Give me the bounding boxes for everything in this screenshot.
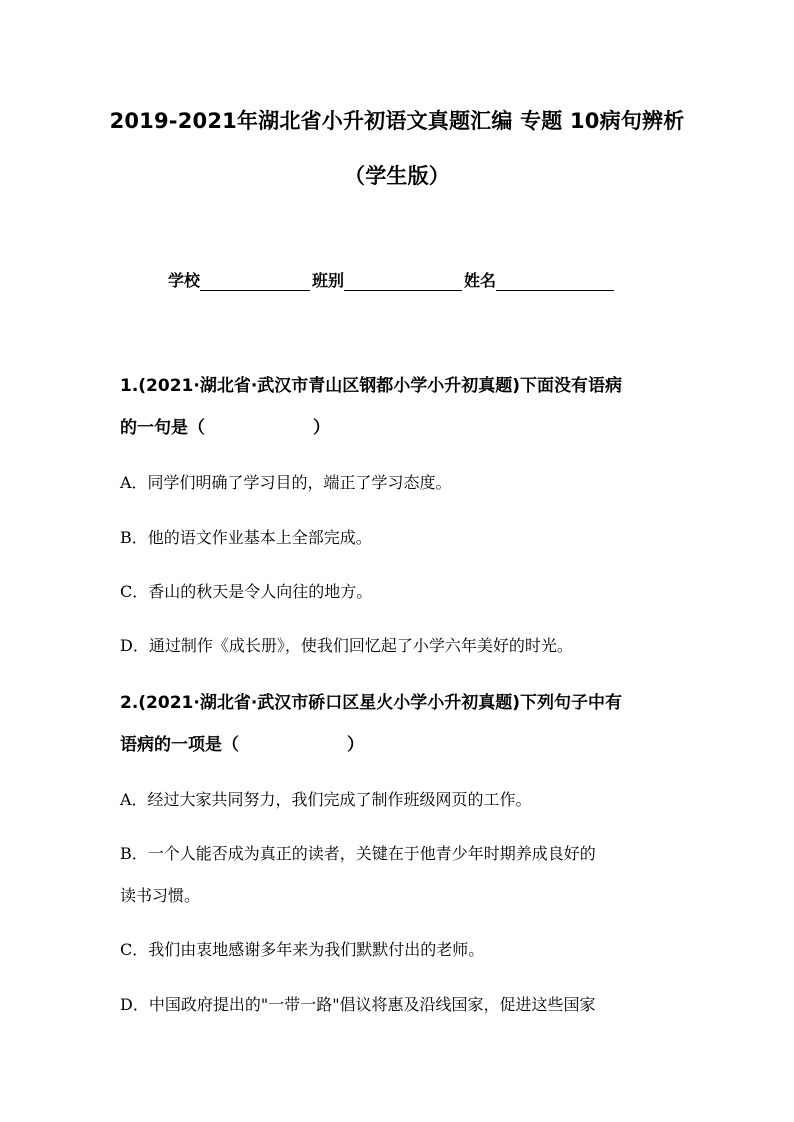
document-title: 2019-2021年湖北省小升初语文真题汇编 专题 10病句辨析 (109, 109, 685, 133)
class-blank (344, 272, 462, 291)
question-1-option-b: B．他的语文作业基本上全部完成。 (120, 528, 372, 547)
class-label: 班别 (312, 271, 345, 290)
question-1-stem-suffix: ） (313, 418, 330, 438)
question-1-stem-line2 (120, 413, 330, 438)
name-blank (496, 272, 614, 291)
question-1-stem-line1: 1.(2021·湖北省·武汉市青山区钢都小学小升初真题)下面没有语病 (120, 376, 623, 396)
question-1-stem-prefix: 的一句是（ (120, 418, 205, 438)
question-1-option-c: C．香山的秋天是令人向往的地方。 (120, 582, 373, 601)
question-2-option-a: A．经过大家共同努力，我们完成了制作班级网页的工作。 (120, 790, 532, 809)
question-2-option-b-cont: 读书习惯。 (120, 886, 201, 905)
school-blank (200, 272, 310, 291)
question-2-option-c: C．我们由衷地感谢多年来为我们默默付出的老师。 (120, 940, 485, 959)
question-2-option-d: D．中国政府提出的"一带一路"倡议将惠及沿线国家，促进这些国家 (120, 995, 596, 1014)
question-2-stem-line2 (120, 730, 364, 755)
question-2-option-b: B．一个人能否成为真正的读者，关键在于他青少年时期养成良好的 (120, 844, 596, 863)
student-info-row (168, 268, 616, 291)
question-2-stem-line1: 2.(2021·湖北省·武汉市硚口区星火小学小升初真题)下列句子中有 (120, 693, 623, 713)
name-label: 姓名 (464, 271, 497, 290)
question-2-stem-prefix: 语病的一项是（ (120, 735, 239, 755)
question-1-option-a: A．同学们明确了学习目的，端正了学习态度。 (120, 473, 452, 492)
question-2-stem-suffix: ） (347, 735, 364, 755)
question-1-option-d: D．通过制作《成长册》，使我们回忆起了小学六年美好的时光。 (120, 636, 573, 655)
document-subtitle: （学生版） (344, 164, 450, 188)
school-label: 学校 (168, 271, 201, 290)
